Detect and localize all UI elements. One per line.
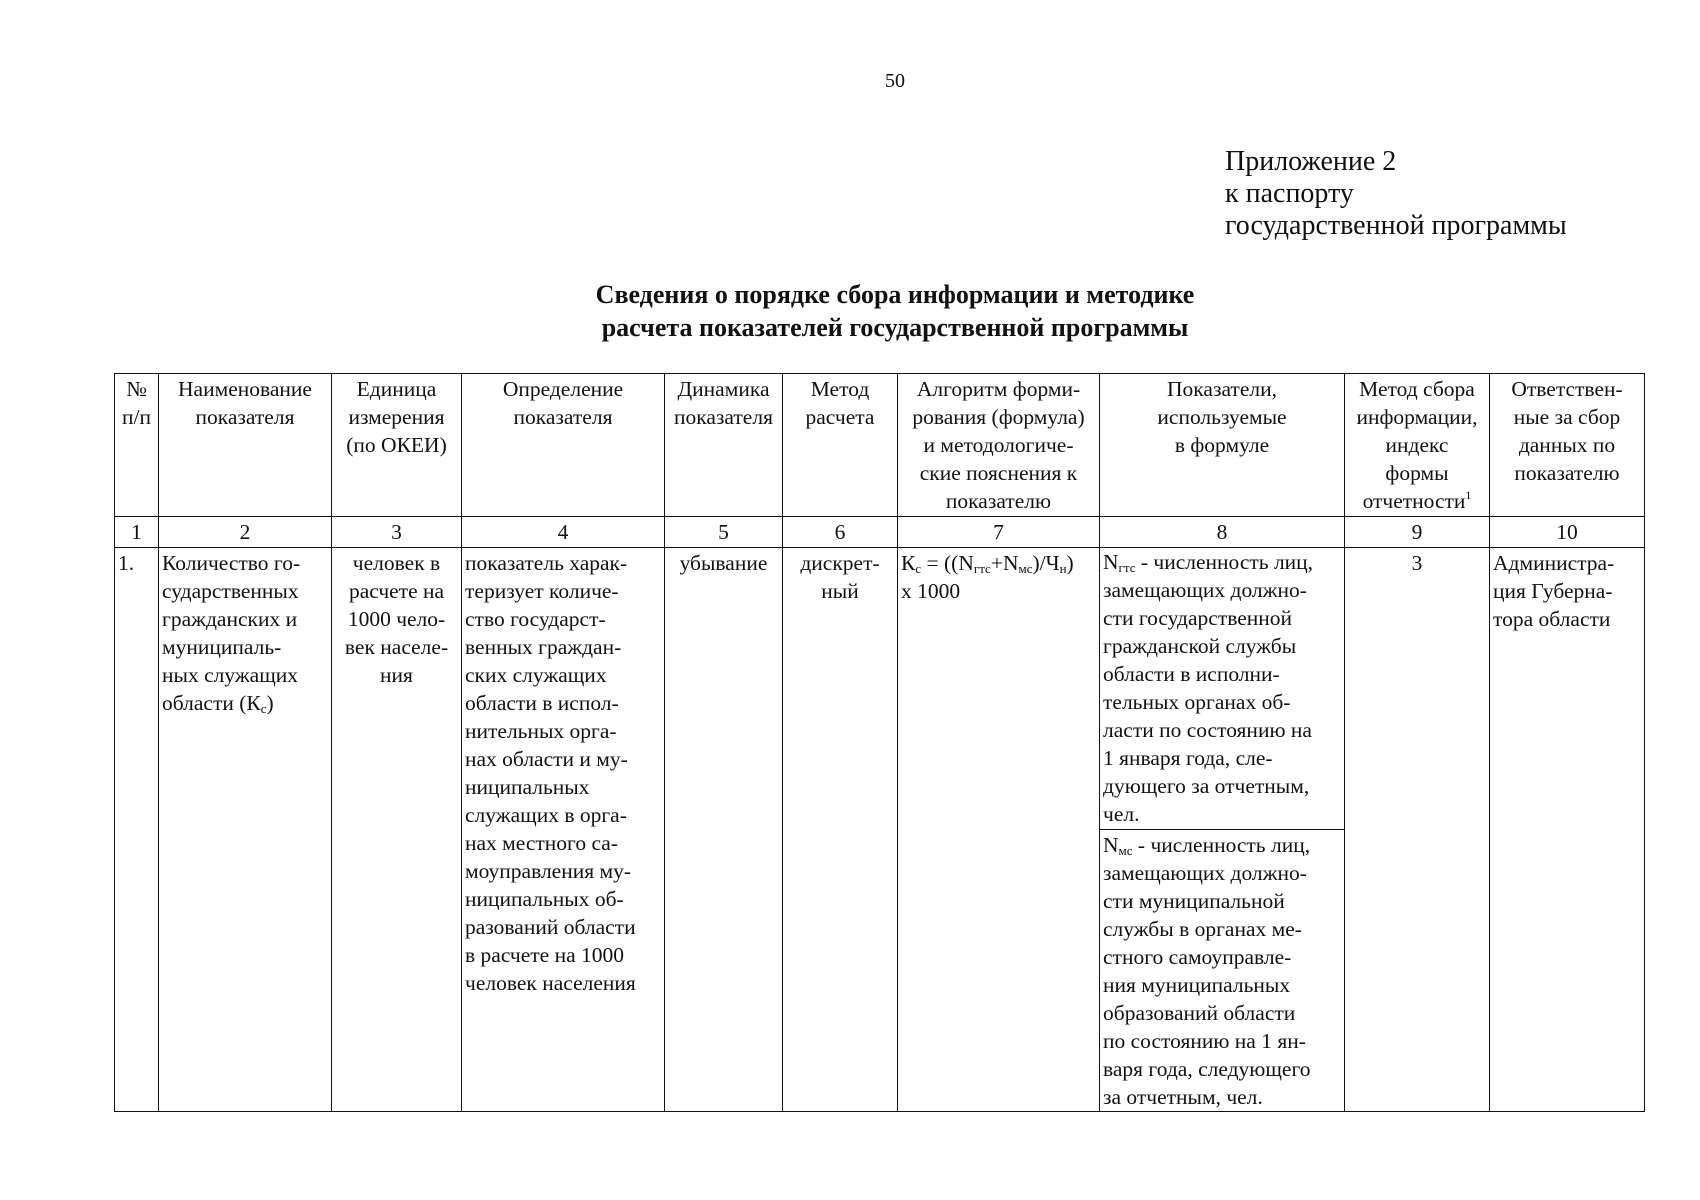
column-number: 7 [898,517,1100,548]
indicator-nms: $N_{мс}$ - численность лиц, замещающих должно- сти муниципальной службы в органах ме- стного самоуправле- ния муниципальных образований области по состоянию на 1 ян- варя года, следующего за отчетным, чел. [1103,833,1311,1109]
header-cell-collection-method: Метод сбора информации, индекс формы отчетности$^1$ [1345,374,1490,517]
column-number: 10 [1490,517,1645,548]
appendix-line: государственной программы [1225,210,1567,241]
indicator-name: Количество го- сударственных гражданских и муниципаль- ных служащих области $(К_с)$ [159,548,332,1112]
header-cell-dynamics: Динамика показателя [665,374,783,517]
header-cell-indicators: Показатели, используемые в формуле [1100,374,1345,517]
indicator-ngts: $N_{гтс}$ - численность лиц, замещающих должно- сти государственной гражданской службы области в исполни- тельных органах об- ласти по состоянию на 1 января года, сле- дующего за отчетным, чел. [1100,548,1344,830]
header-cell-method: Метод расчета [783,374,898,517]
column-number: 3 [332,517,462,548]
header-cell-name: Наименование показателя [159,374,332,517]
column-number-row [115,517,1645,548]
collection-method-index: 3 [1345,548,1490,1112]
header-cell-definition: Определение показателя [462,374,665,517]
appendix-note [1225,146,1567,242]
indicator-dynamics: убывание [665,548,783,1112]
header-row [115,374,1645,517]
formula-indicators [1100,548,1345,1112]
page-number: 50 [885,70,905,92]
column-number: 9 [1345,517,1490,548]
row-number: 1. [115,548,159,1112]
header-cell-number: № п/п [115,374,159,517]
column-number: 1 [115,517,159,548]
title-line: расчета показателей государственной программы [601,313,1189,342]
header-cell-unit: Единица измерения (по ОКЕИ) [332,374,462,517]
calculation-method: дискрет- ный [783,548,898,1112]
indicators-table [114,373,1645,1112]
appendix-line: к паспорту [1225,178,1354,209]
footnote-mark: 1 [1465,488,1472,502]
indicator-definition: показатель харак- теризует количе- ство государст- венных граждан- ских служащих области в испол- нительных орга- нах области и му- ниципальных служащих в орга- нах местного са- моуправления му- ниципальных об- разований области в расчете на 1000 человек населения [462,548,665,1112]
unit-of-measure: человек в расчете на 1000 чело- век населе- ния [332,548,462,1112]
header-cell-algorithm: Алгоритм форми- рования (формула) и методологиче- ские пояснения к показателю [898,374,1100,517]
column-number: 6 [783,517,898,548]
table-row [115,548,1645,1112]
header-cell-responsible: Ответствен- ные за сбор данных по показателю [1490,374,1645,517]
responsible-party: Администра- ция Губерна- тора области [1490,548,1645,1112]
document-title [0,278,1700,344]
calculation-formula: $К_с = ((N_{гтс}+N_{мс})/Ч_н)$ x 1000 [898,548,1100,1112]
column-number: 4 [462,517,665,548]
title-line: Сведения о порядке сбора информации и методике [595,280,1195,309]
column-number: 5 [665,517,783,548]
appendix-line: Приложение 2 [1225,146,1397,177]
column-number: 2 [159,517,332,548]
column-number: 8 [1100,517,1345,548]
